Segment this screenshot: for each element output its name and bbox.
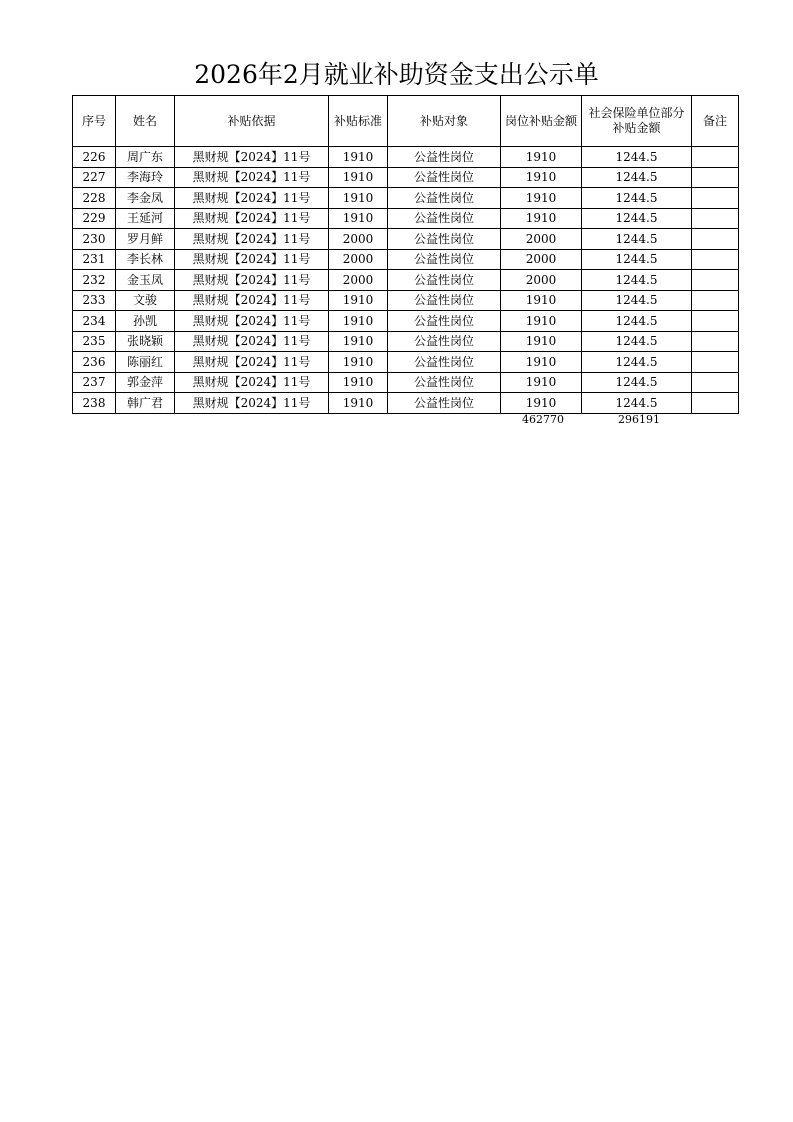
- cell-target: 公益性岗位: [388, 229, 501, 250]
- cell-name: 张晓颖: [116, 331, 175, 352]
- cell-seq: 227: [73, 167, 116, 188]
- cell-seq: 230: [73, 229, 116, 250]
- cell-seq: 238: [73, 393, 116, 414]
- header-seq: 序号: [73, 96, 116, 147]
- cell-ss-amount: 1244.5: [582, 352, 692, 373]
- cell-basis: 黑财规【2024】11号: [175, 249, 329, 270]
- cell-post-amount: 1910: [501, 167, 582, 188]
- cell-name: 王延河: [116, 208, 175, 229]
- cell-seq: 232: [73, 270, 116, 291]
- cell-post-amount: 2000: [501, 270, 582, 291]
- cell-remark: [692, 188, 739, 209]
- cell-standard: 1910: [329, 393, 388, 414]
- cell-ss-amount: 1244.5: [582, 188, 692, 209]
- cell-standard: 2000: [329, 229, 388, 250]
- cell-post-amount: 1910: [501, 393, 582, 414]
- cell-basis: 黑财规【2024】11号: [175, 208, 329, 229]
- cell-post-amount: 1910: [501, 188, 582, 209]
- cell-seq: 229: [73, 208, 116, 229]
- table-row: [73, 372, 739, 393]
- cell-target: 公益性岗位: [388, 372, 501, 393]
- cell-basis: 黑财规【2024】11号: [175, 147, 329, 168]
- cell-basis: 黑财规【2024】11号: [175, 372, 329, 393]
- cell-standard: 1910: [329, 311, 388, 332]
- cell-remark: [692, 229, 739, 250]
- cell-remark: [692, 331, 739, 352]
- cell-target: 公益性岗位: [388, 393, 501, 414]
- cell-target: 公益性岗位: [388, 208, 501, 229]
- table-row: [73, 270, 739, 291]
- cell-target: 公益性岗位: [388, 188, 501, 209]
- table-row: [73, 167, 739, 188]
- cell-basis: 黑财规【2024】11号: [175, 352, 329, 373]
- header-remark: 备注: [692, 96, 739, 147]
- cell-standard: 1910: [329, 290, 388, 311]
- header-target: 补贴对象: [388, 96, 501, 147]
- cell-post-amount: 1910: [501, 331, 582, 352]
- cell-name: 李海玲: [116, 167, 175, 188]
- table-row: [73, 188, 739, 209]
- cell-standard: 1910: [329, 331, 388, 352]
- cell-remark: [692, 270, 739, 291]
- cell-name: 周广东: [116, 147, 175, 168]
- cell-remark: [692, 311, 739, 332]
- cell-post-amount: 1910: [501, 147, 582, 168]
- total-post-amount: 462770: [522, 413, 564, 426]
- cell-ss-amount: 1244.5: [582, 372, 692, 393]
- cell-remark: [692, 290, 739, 311]
- table-header-row: [73, 96, 739, 147]
- table-row: [73, 393, 739, 414]
- cell-seq: 231: [73, 249, 116, 270]
- cell-target: 公益性岗位: [388, 290, 501, 311]
- header-ss-amount: [582, 96, 692, 147]
- cell-name: 金玉凤: [116, 270, 175, 291]
- cell-ss-amount: 1244.5: [582, 270, 692, 291]
- cell-seq: 233: [73, 290, 116, 311]
- header-ss-amount-line2: 补贴金额: [612, 121, 661, 135]
- table-row: [73, 249, 739, 270]
- cell-target: 公益性岗位: [388, 352, 501, 373]
- cell-basis: 黑财规【2024】11号: [175, 311, 329, 332]
- cell-remark: [692, 208, 739, 229]
- cell-ss-amount: 1244.5: [582, 167, 692, 188]
- cell-standard: 1910: [329, 147, 388, 168]
- header-basis: 补贴依据: [175, 96, 329, 147]
- cell-post-amount: 2000: [501, 249, 582, 270]
- cell-remark: [692, 372, 739, 393]
- page-title: 2026年2月就业补助资金支出公示单: [194, 60, 599, 89]
- cell-target: 公益性岗位: [388, 147, 501, 168]
- cell-seq: 228: [73, 188, 116, 209]
- cell-basis: 黑财规【2024】11号: [175, 331, 329, 352]
- cell-ss-amount: 1244.5: [582, 331, 692, 352]
- cell-ss-amount: 1244.5: [582, 393, 692, 414]
- cell-remark: [692, 147, 739, 168]
- cell-name: 罗月鲜: [116, 229, 175, 250]
- cell-remark: [692, 249, 739, 270]
- cell-name: 文骏: [116, 290, 175, 311]
- cell-standard: 1910: [329, 372, 388, 393]
- cell-standard: 1910: [329, 188, 388, 209]
- cell-seq: 234: [73, 311, 116, 332]
- cell-ss-amount: 1244.5: [582, 229, 692, 250]
- cell-name: 郭金萍: [116, 372, 175, 393]
- table-row: [73, 147, 739, 168]
- cell-target: 公益性岗位: [388, 311, 501, 332]
- cell-post-amount: 1910: [501, 372, 582, 393]
- cell-remark: [692, 352, 739, 373]
- cell-standard: 2000: [329, 249, 388, 270]
- table-row: [73, 229, 739, 250]
- cell-basis: 黑财规【2024】11号: [175, 188, 329, 209]
- cell-seq: 236: [73, 352, 116, 373]
- cell-ss-amount: 1244.5: [582, 311, 692, 332]
- cell-target: 公益性岗位: [388, 331, 501, 352]
- cell-post-amount: 2000: [501, 229, 582, 250]
- cell-target: 公益性岗位: [388, 167, 501, 188]
- cell-basis: 黑财规【2024】11号: [175, 290, 329, 311]
- table-row: [73, 311, 739, 332]
- cell-seq: 226: [73, 147, 116, 168]
- cell-ss-amount: 1244.5: [582, 249, 692, 270]
- cell-post-amount: 1910: [501, 311, 582, 332]
- cell-name: 孙凯: [116, 311, 175, 332]
- cell-target: 公益性岗位: [388, 270, 501, 291]
- cell-standard: 2000: [329, 270, 388, 291]
- cell-ss-amount: 1244.5: [582, 290, 692, 311]
- cell-name: 李金凤: [116, 188, 175, 209]
- table-row: [73, 290, 739, 311]
- cell-basis: 黑财规【2024】11号: [175, 229, 329, 250]
- cell-standard: 1910: [329, 208, 388, 229]
- subsidy-table: [72, 95, 739, 414]
- cell-name: 韩广君: [116, 393, 175, 414]
- cell-basis: 黑财规【2024】11号: [175, 167, 329, 188]
- cell-standard: 1910: [329, 352, 388, 373]
- header-post-amount: 岗位补贴金额: [501, 96, 582, 147]
- cell-basis: 黑财规【2024】11号: [175, 393, 329, 414]
- cell-post-amount: 1910: [501, 290, 582, 311]
- cell-post-amount: 1910: [501, 352, 582, 373]
- cell-basis: 黑财规【2024】11号: [175, 270, 329, 291]
- table-row: [73, 352, 739, 373]
- cell-remark: [692, 167, 739, 188]
- header-standard: 补贴标准: [329, 96, 388, 147]
- header-ss-amount-line1: 社会保险单位部分: [588, 106, 685, 120]
- table-row: [73, 208, 739, 229]
- cell-name: 李长林: [116, 249, 175, 270]
- cell-seq: 237: [73, 372, 116, 393]
- cell-ss-amount: 1244.5: [582, 147, 692, 168]
- header-name: 姓名: [116, 96, 175, 147]
- cell-post-amount: 1910: [501, 208, 582, 229]
- cell-target: 公益性岗位: [388, 249, 501, 270]
- table-row: [73, 331, 739, 352]
- cell-standard: 1910: [329, 167, 388, 188]
- total-ss-amount: 296191: [618, 413, 660, 426]
- cell-remark: [692, 393, 739, 414]
- cell-seq: 235: [73, 331, 116, 352]
- cell-ss-amount: 1244.5: [582, 208, 692, 229]
- cell-name: 陈丽红: [116, 352, 175, 373]
